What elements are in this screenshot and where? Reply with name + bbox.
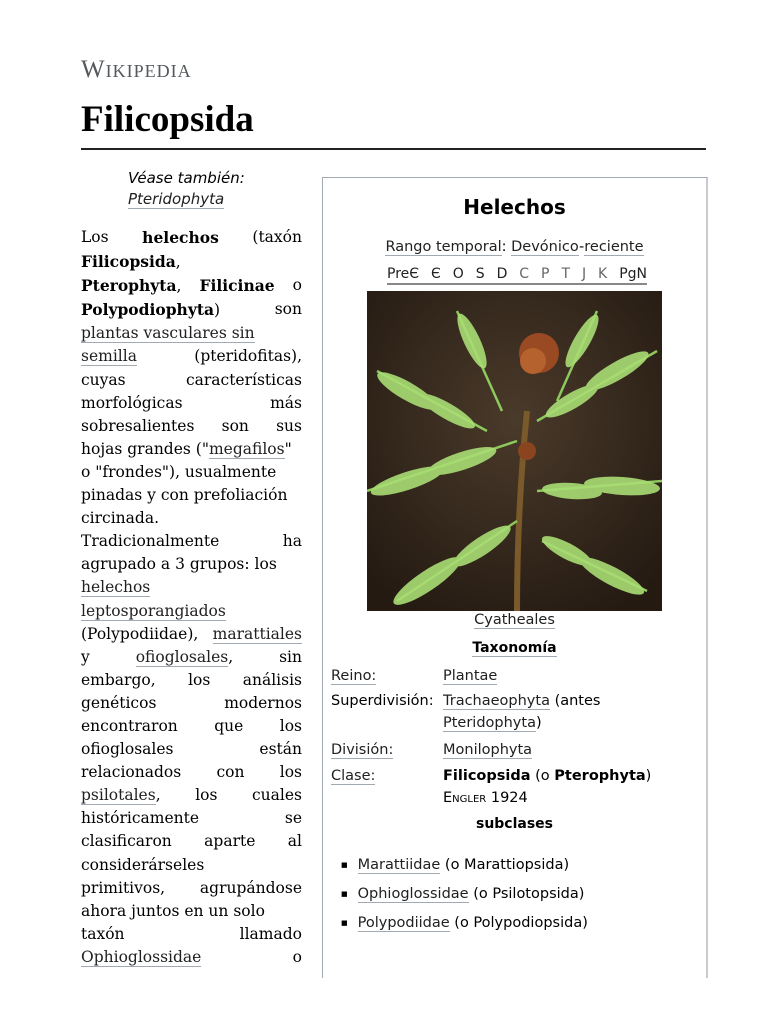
superdivision-alt-link[interactable]: Pteridophyta: [443, 715, 536, 731]
article-line: [81, 322, 302, 345]
reino-value[interactable]: Plantae: [443, 668, 498, 684]
period-preє[interactable]: PreЄ: [387, 266, 420, 282]
fern-illustration: [367, 291, 662, 611]
text-run: ": [284, 439, 292, 458]
text-run: primitivos,: [81, 878, 166, 897]
title-divider: [81, 148, 706, 150]
article-line: [81, 623, 302, 646]
text-run: características: [185, 370, 302, 389]
word-group: [293, 946, 302, 969]
text-run: agrupándose: [199, 878, 302, 897]
word-group: [280, 715, 302, 738]
subclass-alt-name: (o Polypodiopsida): [449, 915, 588, 931]
word-group: [81, 669, 156, 692]
word-group: [81, 369, 126, 392]
article-line: [81, 646, 302, 669]
text-run: o "frondes"), usualmente: [81, 462, 277, 481]
text-run: ha: [282, 532, 302, 551]
text-run: son: [221, 416, 249, 435]
article-line: [81, 392, 302, 415]
article-line: [81, 345, 302, 368]
subclass-item: [341, 881, 588, 910]
text-run: sobresalientes: [81, 416, 195, 435]
period-pgn[interactable]: PgN: [619, 266, 647, 282]
division-label[interactable]: División:: [331, 742, 394, 758]
superdivision-note: (antes: [549, 693, 601, 709]
bold-term: Polypodiophyta: [81, 300, 215, 320]
range-devonico-link[interactable]: Devónico: [511, 239, 580, 255]
image-caption-link[interactable]: Cyatheales: [474, 612, 555, 628]
word-group: [243, 669, 302, 692]
superdivision-label: Superdivisión:: [331, 693, 434, 709]
text-run: circinada.: [81, 509, 159, 528]
bold-term: Pterophyta: [81, 276, 177, 296]
article-line: [81, 415, 302, 438]
text-run: taxón: [81, 924, 125, 943]
period-s[interactable]: S: [475, 266, 485, 282]
text-run: y: [81, 647, 90, 666]
article-line: [81, 369, 302, 392]
text-run: morfológicas: [81, 393, 183, 412]
text-run: ,: [176, 277, 182, 296]
range-reciente-link[interactable]: reciente: [584, 239, 644, 255]
word-group: [81, 715, 178, 738]
word-group: [81, 854, 204, 877]
word-group: [81, 226, 109, 250]
text-run: llamado: [239, 924, 302, 943]
article-line: [81, 461, 302, 484]
word-group: [81, 830, 172, 853]
word-group: [224, 692, 302, 715]
word-group: [222, 415, 249, 438]
geologic-period-bar: [387, 266, 647, 285]
word-group: [81, 438, 292, 461]
period-j[interactable]: J: [581, 266, 587, 282]
article-line: [81, 877, 302, 900]
page-title: Filicopsida: [81, 99, 254, 140]
text-run: análisis: [242, 670, 302, 689]
word-group: [81, 761, 181, 784]
subclass-alt-name: (o Marattiopsida): [440, 857, 570, 873]
bold-term: Filicinae: [199, 276, 275, 296]
article-link[interactable]: leptosporangiados: [81, 601, 226, 620]
word-group: [81, 345, 137, 368]
text-run: pinadas y con prefoliación: [81, 486, 288, 505]
word-group: [81, 484, 287, 507]
subclass-link[interactable]: Polypodiidae: [357, 915, 450, 931]
word-group: [213, 623, 302, 646]
word-group: [81, 784, 161, 807]
period-p[interactable]: P: [541, 266, 550, 282]
article-body: [81, 226, 302, 969]
taxonomy-row-clase: [331, 765, 698, 809]
period-c[interactable]: C: [519, 266, 530, 282]
text-run: cuyas: [81, 370, 126, 389]
word-group: [252, 226, 302, 250]
subclasses-header: subclases: [475, 816, 554, 832]
clase-value: Filicopsida: [443, 768, 531, 784]
article-line: [81, 438, 302, 461]
word-group: [81, 646, 90, 669]
text-run: modernos: [224, 693, 302, 712]
division-value[interactable]: Monilophyta: [443, 742, 533, 758]
text-run: que: [214, 716, 244, 735]
subclass-item: [341, 852, 588, 881]
article-line: [81, 900, 302, 923]
word-group: [279, 646, 302, 669]
word-group: [81, 923, 125, 946]
word-group: [288, 830, 302, 853]
bold-term: helechos: [142, 228, 219, 247]
subclass-link[interactable]: Ophioglossidae: [357, 886, 469, 902]
text-run: al: [287, 832, 302, 851]
word-group: [81, 946, 201, 969]
taxonomy-row-reino: [331, 665, 698, 687]
text-run: ,: [155, 786, 161, 805]
text-run: aparte: [204, 832, 256, 851]
subclass-link[interactable]: Marattiidae: [357, 857, 441, 873]
text-run: son: [274, 300, 302, 319]
word-group: [240, 923, 302, 946]
word-group: [81, 900, 265, 923]
word-group: [142, 226, 219, 250]
taxonomy-row-division: [331, 739, 698, 761]
text-run: ,: [228, 647, 234, 666]
text-run: Los: [81, 228, 109, 246]
word-group: [81, 322, 255, 345]
clase-label[interactable]: Clase:: [331, 768, 376, 784]
word-group: [270, 392, 302, 415]
fern-photo[interactable]: [367, 291, 662, 611]
article-link[interactable]: ofioglosales: [135, 647, 229, 666]
temporal-range-label[interactable]: Rango temporal: [385, 239, 502, 255]
text-run: ofioglosales: [81, 740, 174, 759]
article-line: [81, 553, 302, 576]
clase-close-paren: ): [645, 768, 652, 784]
article-line: [81, 298, 302, 322]
period-d[interactable]: D: [496, 266, 508, 282]
text-run: históricamente: [81, 809, 199, 828]
article-link[interactable]: psilotales: [81, 786, 156, 805]
text-run: más: [270, 393, 302, 412]
bold-term: Filicopsida: [81, 252, 176, 272]
article-line: [81, 274, 302, 298]
word-group: [204, 830, 255, 853]
article-line: [81, 692, 302, 715]
word-group: [81, 392, 183, 415]
authority-name: Engler: [443, 790, 487, 806]
word-group: [280, 761, 302, 784]
infobox-title: Helechos: [463, 195, 566, 219]
word-group: [81, 623, 198, 646]
text-run: sus: [276, 416, 302, 435]
text-run: con: [216, 763, 245, 782]
word-group: [81, 250, 181, 274]
infobox: [322, 177, 708, 978]
text-run: (Polypodiidae),: [81, 624, 199, 643]
article-line: [81, 784, 302, 807]
text-run: (taxón: [252, 228, 302, 246]
text-run: los: [188, 670, 211, 689]
word-group: [81, 738, 174, 761]
word-group: [136, 646, 233, 669]
article-line: [81, 600, 302, 623]
text-run: genéticos: [81, 693, 157, 712]
reino-label[interactable]: Reino:: [331, 668, 377, 684]
text-run: sin: [279, 647, 302, 666]
word-group: [186, 369, 302, 392]
period-k[interactable]: K: [598, 266, 608, 282]
text-run: están: [259, 740, 302, 759]
word-group: [283, 530, 302, 553]
text-run: considerárseles: [81, 855, 205, 874]
word-group: [194, 345, 302, 368]
word-group: [195, 784, 217, 807]
article-link[interactable]: Ophioglossidae: [81, 947, 202, 966]
temporal-range: Rango temporal: Devónico-reciente: [385, 239, 644, 255]
taxonomy-header: Taxonomía: [472, 640, 557, 656]
article-link[interactable]: plantas vasculares sin: [81, 324, 255, 343]
text-run: Tradicionalmente: [81, 532, 220, 551]
word-group: [214, 715, 243, 738]
subclasses-list: [341, 852, 588, 939]
text-run: se: [284, 809, 302, 828]
article-line: [81, 669, 302, 692]
word-group: [200, 877, 302, 900]
taxonomy-row-superdivision: [331, 690, 698, 734]
article-line: [81, 715, 302, 738]
article-line: [81, 507, 302, 530]
article-line: [81, 761, 302, 784]
article-line: [81, 250, 302, 274]
word-group: [188, 669, 210, 692]
period-t[interactable]: T: [561, 266, 570, 282]
hatnote-prefix: Véase también:: [128, 169, 245, 187]
word-group: [199, 274, 274, 298]
superdivision-close-paren: ): [535, 715, 542, 731]
hatnote: [128, 168, 301, 210]
text-run: cuales: [252, 786, 302, 805]
article-line: [81, 854, 302, 877]
word-group: [285, 807, 302, 830]
article-line: [81, 946, 302, 969]
text-run: ,: [175, 253, 181, 272]
word-group: [81, 507, 159, 530]
article-line: [81, 923, 302, 946]
word-group: [216, 761, 244, 784]
text-run: o: [292, 947, 302, 966]
text-run: agrupado a 3 grupos: los: [81, 555, 277, 574]
wikipedia-wordmark[interactable]: Wikipedia: [81, 56, 192, 83]
superdivision-value[interactable]: Trachaeophyta: [443, 693, 550, 709]
word-group: [81, 274, 181, 298]
word-group: [81, 600, 226, 623]
text-run: ahora juntos en un solo: [81, 901, 265, 920]
article-line: [81, 576, 302, 599]
text-run: hojas grandes (": [81, 439, 209, 458]
article-line: [81, 226, 302, 250]
word-group: [275, 298, 302, 322]
text-run: los: [195, 786, 218, 805]
article-link[interactable]: helechos: [81, 578, 151, 597]
word-group: [252, 784, 302, 807]
word-group: [293, 274, 302, 298]
period-є[interactable]: Є: [431, 266, 441, 282]
clase-alt-name: Pterophyta: [554, 768, 646, 784]
text-run: encontraron: [81, 716, 178, 735]
text-run: los: [279, 763, 302, 782]
word-group: [81, 553, 277, 576]
text-run: o: [292, 276, 302, 295]
article-link[interactable]: megafilos: [208, 439, 285, 458]
word-group: [81, 415, 194, 438]
word-group: [81, 530, 219, 553]
hatnote-link-pteridophyta[interactable]: Pteridophyta: [128, 190, 225, 208]
article-line: [81, 530, 302, 553]
text-run: embargo,: [81, 670, 156, 689]
article-line: [81, 830, 302, 853]
word-group: [276, 415, 302, 438]
article-line: [81, 738, 302, 761]
word-group: [81, 807, 199, 830]
article-line: [81, 807, 302, 830]
text-run: ): [214, 301, 221, 320]
word-group: [81, 461, 276, 484]
period-o[interactable]: O: [452, 266, 464, 282]
word-group: [81, 877, 165, 900]
article-link[interactable]: marattiales: [212, 624, 302, 643]
subclass-item: [341, 910, 588, 939]
word-group: [81, 692, 156, 715]
text-run: relacionados: [81, 763, 182, 782]
subclass-alt-name: (o Psilotopsida): [468, 886, 585, 902]
clase-note: (o: [530, 768, 555, 784]
article-line: [81, 484, 302, 507]
word-group: [81, 576, 150, 599]
text-run: los: [279, 716, 302, 735]
text-run: (pteridofitas),: [194, 347, 302, 366]
article-link[interactable]: semilla: [81, 347, 137, 366]
text-run: clasificaron: [81, 832, 172, 851]
authority-year: 1924: [486, 790, 528, 806]
word-group: [259, 738, 302, 761]
word-group: [81, 298, 220, 322]
